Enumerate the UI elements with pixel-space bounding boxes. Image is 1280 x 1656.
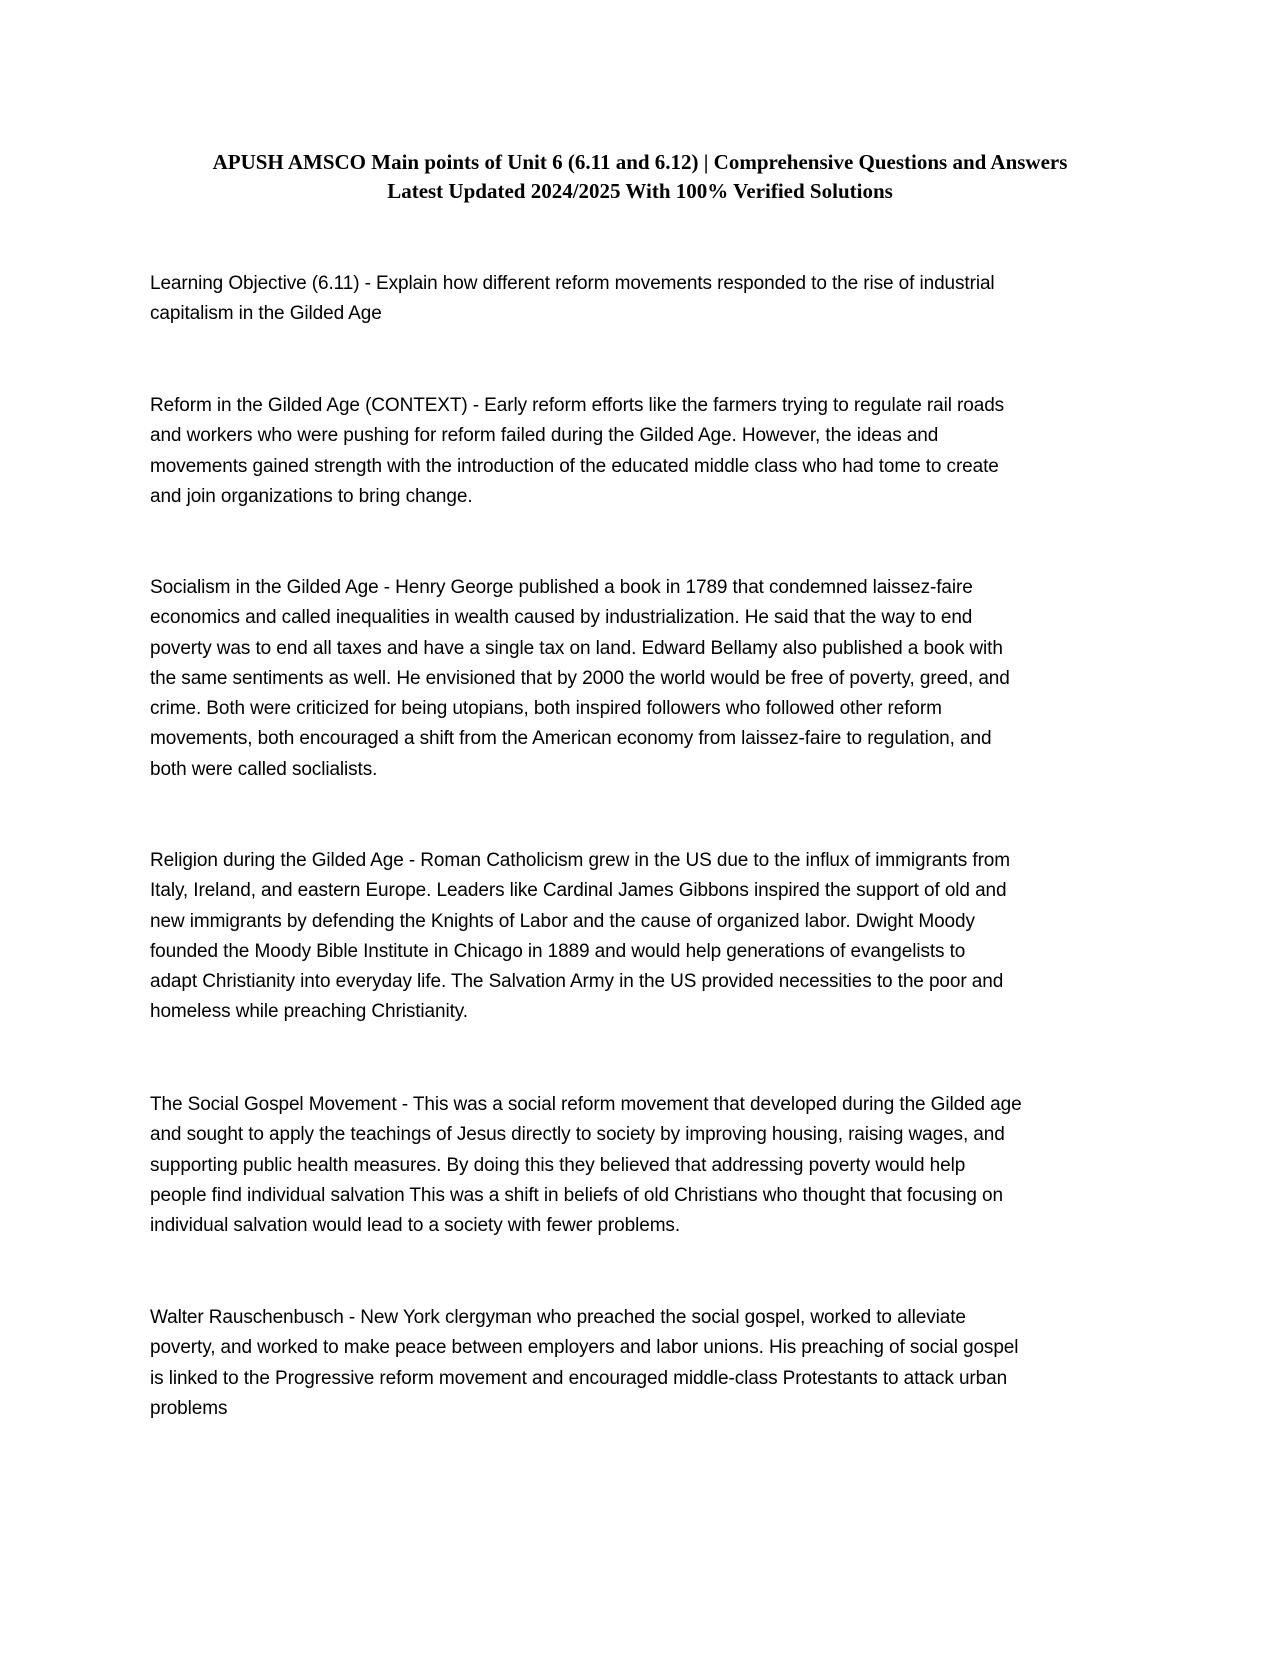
paragraph-line: poverty, and worked to make peace between employers and labor unions. His preaching of social gospel [150, 1337, 1019, 1359]
paragraph-line: Religion during the Gilded Age - Roman Catholicism grew in the US due to the influx of immigrants from [150, 850, 1010, 871]
paragraph-line: Reform in the Gilded Age (CONTEXT) - Early reform efforts like the farmers trying to regulate rail roads [150, 395, 1005, 416]
paragraph-line: individual salvation would lead to a society with fewer problems. [150, 1215, 681, 1237]
paragraph-line: and sought to apply the teachings of Jesus directly to society by improving housing, raising wages, and [150, 1124, 1005, 1146]
document-title [140, 148, 1140, 206]
paragraph-line: problems [150, 1397, 228, 1419]
paragraph-line: Italy, Ireland, and eastern Europe. Leaders like Cardinal James Gibbons inspired the support of old and [150, 880, 1007, 902]
paragraph-reform-context [150, 391, 1140, 512]
paragraph-line: The Social Gospel Movement - This was a social reform movement that developed during the Gilded age [150, 1094, 1022, 1115]
paragraph-line: both were called soclialists. [150, 758, 378, 780]
paragraph-line: homeless while preaching Christianity. [150, 1001, 468, 1023]
paragraph-rauschenbusch [150, 1303, 1140, 1424]
paragraph-learning-objective [150, 269, 1140, 330]
paragraph-line: capitalism in the Gilded Age [150, 303, 382, 325]
paragraph-line: the same sentiments as well. He envisioned that by 2000 the world would be free of poverty, greed, and [150, 667, 1010, 689]
paragraph-line: founded the Moody Bible Institute in Chicago in 1889 and would help generations of evangelists to [150, 940, 966, 962]
title-line-1: APUSH AMSCO Main points of Unit 6 (6.11 and 6.12) | Comprehensive Questions and Answers [212, 150, 1068, 174]
paragraph-line: economics and called inequalities in wealth caused by industrialization. He said that the way to end [150, 607, 973, 629]
paragraph-line: and join organizations to bring change. [150, 485, 473, 507]
paragraph-line: and workers who were pushing for reform failed during the Gilded Age. However, the ideas and [150, 425, 939, 447]
paragraph-line: Socialism in the Gilded Age - Henry George published a book in 1789 that condemned laissez-faire [150, 577, 973, 598]
paragraph-line: adapt Christianity into everyday life. The Salvation Army in the US provided necessities to the poor and [150, 971, 1004, 993]
paragraph-line: Learning Objective (6.11) - Explain how different reform movements responded to the rise of industrial [150, 273, 995, 294]
paragraph-line: poverty was to end all taxes and have a single tax on land. Edward Bellamy also published a book with [150, 637, 1003, 659]
paragraph-line: new immigrants by defending the Knights of Labor and the cause of organized labor. Dwight Moody [150, 910, 975, 932]
paragraph-religion [150, 846, 1140, 1028]
title-line-2: Latest Updated 2024/2025 With 100% Verified Solutions [387, 179, 893, 203]
paragraph-socialism [150, 573, 1140, 785]
paragraph-line: movements, both encouraged a shift from the American economy from laissez-faire to regulation, and [150, 728, 992, 750]
paragraph-line: Walter Rauschenbusch - New York clergyman who preached the social gospel, worked to alleviate [150, 1307, 966, 1328]
paragraph-line: supporting public health measures. By doing this they believed that addressing poverty would help [150, 1154, 966, 1176]
paragraph-social-gospel [150, 1090, 1140, 1241]
paragraph-line: crime. Both were criticized for being utopians, both inspired followers who followed other reform [150, 698, 942, 720]
paragraph-line: people find individual salvation This was a shift in beliefs of old Christians who thought that focusing on [150, 1184, 1003, 1206]
paragraph-line: is linked to the Progressive reform movement and encouraged middle-class Protestants to attack urban [150, 1367, 1008, 1389]
paragraph-line: movements gained strength with the introduction of the educated middle class who had tome to create [150, 455, 999, 477]
